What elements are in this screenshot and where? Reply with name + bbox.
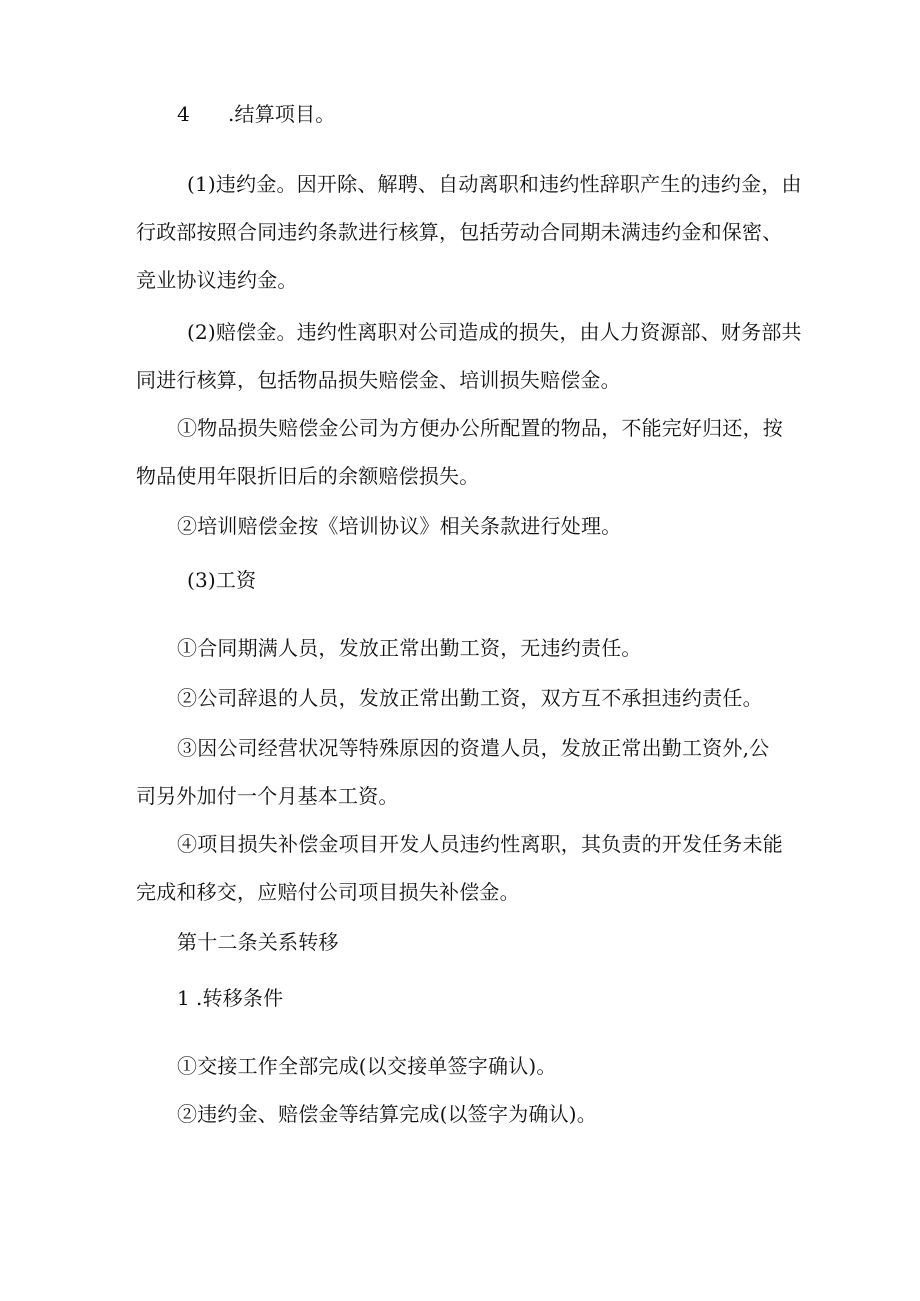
wages-item-3-line-2: 司另外加付一个月基本工资。: [136, 784, 399, 808]
wages-item-2: ②公司辞退的人员，发放正常出勤工资，双方互不承担违约责任。: [177, 686, 763, 710]
penalty-line-1: (1)违约金。因开除、解聘、自动离职和违约性辞职产生的违约金，由: [187, 172, 802, 196]
wages-item-1: ①合同期满人员，发放正常出勤工资，无违约责任。: [177, 636, 642, 660]
item-4-heading: [177, 100, 336, 128]
goods-loss-line-2: 物品使用年限折旧后的余额赔偿损失。: [136, 464, 480, 488]
item-4-number: 4: [177, 102, 190, 126]
transfer-conditions-label: .转移条件: [195, 986, 284, 1010]
item-4-label: .结算项目。: [227, 102, 336, 126]
wages-item-4-line-1: ④项目损失补偿金项目开发人员违约性离职，其负责的开发任务未能: [177, 832, 783, 856]
article-12-title: 第十二条关系转移: [177, 930, 339, 954]
training-line: ②培训赔偿金按《培训协议》相关条款进行处理。: [177, 514, 622, 538]
wages-item-3-line-1: ③因公司经营状况等特殊原因的资遣人员，发放正常出勤工资外,公: [177, 736, 770, 760]
wages-heading: (3)工资: [187, 568, 257, 592]
penalty-line-3: 竞业协议违约金。: [136, 268, 298, 292]
compensation-line-1: (2)赔偿金。违约性离职对公司造成的损失，由人力资源部、财务部共: [187, 320, 802, 344]
transfer-condition-1: ①交接工作全部完成(以交接单签字确认)。: [177, 1054, 557, 1078]
transfer-conditions-number: 1: [177, 986, 190, 1010]
penalty-line-2: 行政部按照合同违约条款进行核算，包括劳动合同期未满违约金和保密、: [136, 220, 783, 244]
transfer-condition-2: ②违约金、赔偿金等结算完成(以签字为确认)。: [177, 1102, 598, 1126]
compensation-line-2: 同进行核算，包括物品损失赔偿金、培训损失赔偿金。: [136, 368, 621, 392]
wages-item-4-line-2: 完成和移交，应赔付公司项目损失补偿金。: [136, 880, 520, 904]
goods-loss-line-1: ①物品损失赔偿金公司为方便办公所配置的物品，不能完好归还，按: [177, 416, 783, 440]
transfer-conditions-heading: [177, 984, 283, 1012]
